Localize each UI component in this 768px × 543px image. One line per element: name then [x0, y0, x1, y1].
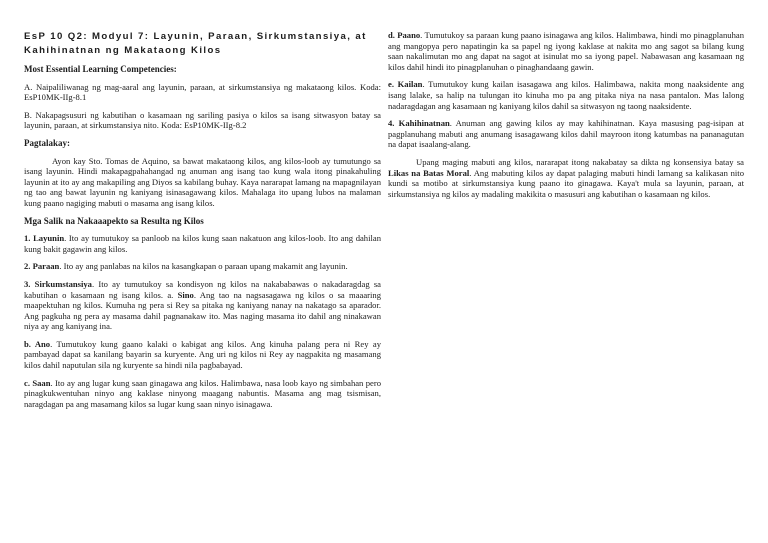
item-paraan-text: . Ito ay ang panlabas na kilos na kasangkapan o paraan upang makamit ang layunin. [59, 261, 348, 272]
item-sino-term: Sino [177, 289, 194, 300]
item-sirkumstansiya-text: . Ito ay tumutukoy sa kondisyon ng kilos na nakababawas o nakadaragdag sa kabutihan o kasamaan ng isang kilos. a. [24, 278, 382, 300]
item-layunin [24, 233, 381, 254]
pagtalakay-paragraph: Ayon kay Sto. Tomas de Aquino, sa bawat makataong kilos, ang kilos-loob ay tumutungo sa isang layunin. Hindi makapagpahahangad ng anuman ang isang tao kung wala itong pinakahuling layunin at ito ay ang makapiling ang Diyos sa kabilang buhay. Kaya nararapat lamang na mapagnilayan ng tao ang bawat layunin ng kaniyang isinasagawang kilos. Mahalaga ito upang lubos na malaman kung paano nagiging mabuti o masama ang isang kilos. [24, 155, 381, 208]
item-paraan [24, 261, 381, 272]
item-paano-text: . Tumutukoy sa paraan kung paano isinagawa ang kilos. Halimbawa, hindi mo pinagplanuhan ang mangopya pero napatingin ka sa papel ng iyong kaklase at nakita mo ang sagot sa bilang kung saan nakalimutan mo ang dapat na sagot at isinulat mo sa iyong papel. Nabawasan ang kasamaan ng kilos dahil hindi ito pinagplanuhan o pinaghandaang gawin. [388, 30, 744, 72]
item-sino-text: . Ang tao na nagsasagawa ng kilos o sa maaaring maapektuhan ng kilos. Kumuha ng pera si Rey sa pitaka ng kaniyang nanay na nakatago sa aparador. Ang pagkuha ng pera ay masama dahil pagnanakaw ito. Mas naging masama ito dahil ang ninakawan niya ay ang kaniyang ina. [24, 289, 381, 332]
item-ano-term: b. Ano [24, 338, 51, 349]
item-kailan-text: . Tumutukoy kung kailan isasagawa ang kilos. Halimbawa, nakita mong naaksidente ang isang lalake, sa halip na tulungan ito kinuha mo pa ang pitaka niya na nasa pantalon. Mas lalong nadaragdagan ang kasamaan ng kaniyang kilos dahil sa sitwasyon ng taong naaksidente. [388, 79, 744, 111]
item-kailan [388, 79, 744, 111]
closing-text-start: Upang maging mabuti ang kilos, nararapat itong nakabatay sa dikta ng konsensiya batay sa [416, 156, 744, 167]
closing-text-end: . Ang mabuting kilos ay dapat palaging mabuti hindi lamang sa kalikasan nito kundi sa motibo at sirkumstansiya kung paano ito ginagawa. Kaya't mula sa layunin, paraan, at sirkumstansiya ng kilos ay madaling makikita o masusuri ang kabutihan o kasamaan ng kilos. [388, 167, 744, 199]
item-saan-term: c. Saan [24, 377, 51, 388]
item-layunin-text: . Ito ay tumutukoy sa panloob na kilos kung saan nakatuon ang kilos-loob. Ito ang dahilan kung bakit gagawin ang kilos. [24, 233, 381, 254]
item-layunin-term: 1. Layunin [24, 233, 65, 244]
item-kahihinatnan-text: . Anuman ang gawing kilos ay may kahihinatnan. Kaya masusing pag-isipan at pagplanuhang mabuti ang anumang isasagawang kilos dahil mayroon itong katumbas na pananagutan na dapat isaalang-alang. [388, 118, 744, 150]
item-ano-text: . Tumutukoy kung gaano kalaki o kabigat ang kilos. Ang kinuha palang pera ni Rey ay pambayad dapat sa kanilang bayarin sa kuryente. Ang uri ng kilos ni Rey ay nagpakita ng masamang kilos dahil naputulan sila ng kuryente sa hindi nila pagbabayad. [24, 338, 381, 371]
item-saan-text: . Ito ay ang lugar kung saan ginagawa ang kilos. Halimbawa, nasa loob kayo ng simbahan pero pinagkukwentuhan ninyo ang kaklase ninyong maagang nabuntis. Masama ang mag tsismisan, naragdagan pa ang masamang kilos sa lugar kung saan ninyo isinagawa. [24, 377, 382, 409]
closing-paragraph [388, 157, 744, 199]
closing-term: Likas na Batas Moral [388, 167, 470, 178]
pagtalakay-heading-text: Pagtalakay [24, 137, 68, 148]
melc-heading-colon: : [173, 64, 177, 74]
right-column [388, 30, 744, 206]
left-column [24, 30, 381, 416]
melc-item-a: A. Naipaliliwanag ng mag-aaral ang layunin, paraan, at sirkumstansiya ng makataong kilos. Koda: EsP10MK-IIg-8.1 [24, 81, 381, 103]
item-sirkumstansiya-term: 3. Sirkumstansiya [24, 278, 92, 289]
module-title: EsP 10 Q2: Modyul 7: Layunin, Paraan, Sirkumstansiya, at Kahihinatnan ng Makataong Kilos [24, 31, 367, 56]
item-paano-term: d. Paano [388, 30, 421, 40]
melc-heading [24, 64, 381, 75]
item-kahihinatnan-term: 4. Kahihinatnan [388, 118, 450, 129]
item-ano [24, 339, 381, 371]
item-saan [24, 378, 381, 410]
item-sirkumstansiya [24, 279, 381, 332]
item-kailan-term: e. Kailan [388, 79, 423, 90]
pagtalakay-heading-colon: : [67, 137, 71, 148]
item-paano [388, 30, 744, 72]
salik-heading: Mga Salik na Nakaaapekto sa Resulta ng Kilos [24, 215, 204, 226]
item-paraan-term: 2. Paraan [24, 261, 60, 272]
item-kahihinatnan [388, 118, 744, 150]
pagtalakay-heading [24, 138, 381, 149]
melc-heading-text: Most Essential Learning Competencies [24, 64, 174, 74]
melc-item-b: B. Nakapagsusuri ng kabutihan o kasamaan ng sariling pasiya o kilos sa isang sitwasyon batay sa layunin, paraan, at sirkumstansiya nito. Koda: EsP10MK-IIg-8.2 [24, 109, 381, 131]
